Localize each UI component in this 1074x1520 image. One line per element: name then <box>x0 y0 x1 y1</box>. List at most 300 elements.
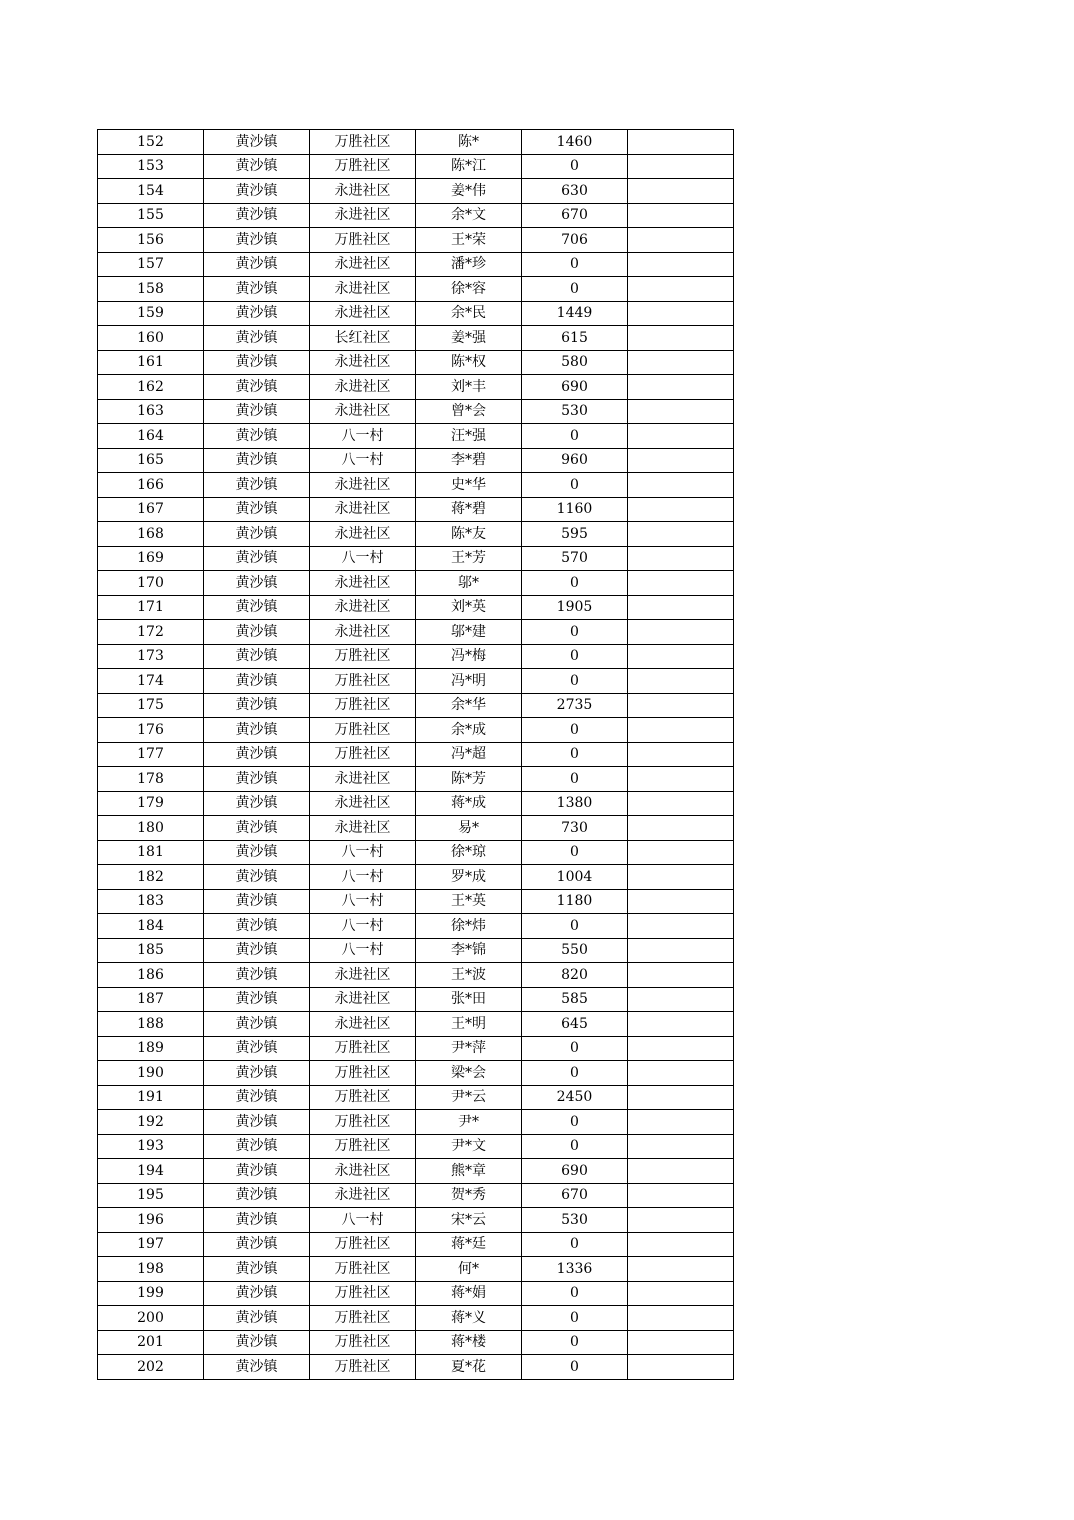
remark-cell <box>628 816 734 841</box>
remark-cell <box>628 154 734 179</box>
remark-cell <box>628 1208 734 1233</box>
town-cell: 黄沙镇 <box>204 1183 310 1208</box>
row-number-cell: 196 <box>98 1208 204 1233</box>
amount-cell: 630 <box>522 179 628 204</box>
row-number-cell: 166 <box>98 473 204 498</box>
name-cell: 王*明 <box>416 1012 522 1037</box>
town-cell: 黄沙镇 <box>204 424 310 449</box>
name-cell: 邬* <box>416 571 522 596</box>
town-cell: 黄沙镇 <box>204 228 310 253</box>
amount-cell: 0 <box>522 1355 628 1380</box>
community-cell: 永进社区 <box>310 179 416 204</box>
table-row <box>98 1208 734 1233</box>
town-cell: 黄沙镇 <box>204 1134 310 1159</box>
table-row <box>98 1134 734 1159</box>
name-cell: 蒋*义 <box>416 1306 522 1331</box>
community-cell: 八一村 <box>310 865 416 890</box>
amount-cell: 0 <box>522 742 628 767</box>
town-cell: 黄沙镇 <box>204 718 310 743</box>
community-cell: 永进社区 <box>310 816 416 841</box>
community-cell: 八一村 <box>310 424 416 449</box>
town-cell: 黄沙镇 <box>204 644 310 669</box>
town-cell: 黄沙镇 <box>204 546 310 571</box>
community-cell: 永进社区 <box>310 203 416 228</box>
row-number-cell: 184 <box>98 914 204 939</box>
name-cell: 王*英 <box>416 889 522 914</box>
community-cell: 万胜社区 <box>310 154 416 179</box>
table-row <box>98 301 734 326</box>
amount-cell: 0 <box>522 473 628 498</box>
table-row <box>98 1306 734 1331</box>
community-cell: 万胜社区 <box>310 1257 416 1282</box>
town-cell: 黄沙镇 <box>204 693 310 718</box>
amount-cell: 820 <box>522 963 628 988</box>
remark-cell <box>628 326 734 351</box>
amount-cell: 0 <box>522 424 628 449</box>
remark-cell <box>628 228 734 253</box>
name-cell: 尹*萍 <box>416 1036 522 1061</box>
table-row <box>98 179 734 204</box>
name-cell: 蒋*成 <box>416 791 522 816</box>
community-cell: 八一村 <box>310 1208 416 1233</box>
town-cell: 黄沙镇 <box>204 571 310 596</box>
table-row <box>98 693 734 718</box>
amount-cell: 645 <box>522 1012 628 1037</box>
remark-cell <box>628 669 734 694</box>
row-number-cell: 178 <box>98 767 204 792</box>
name-cell: 尹* <box>416 1110 522 1135</box>
name-cell: 徐*炜 <box>416 914 522 939</box>
community-cell: 永进社区 <box>310 791 416 816</box>
row-number-cell: 168 <box>98 522 204 547</box>
amount-cell: 570 <box>522 546 628 571</box>
amount-cell: 0 <box>522 840 628 865</box>
town-cell: 黄沙镇 <box>204 1012 310 1037</box>
table-row <box>98 742 734 767</box>
name-cell: 冯*梅 <box>416 644 522 669</box>
community-cell: 八一村 <box>310 448 416 473</box>
table-row <box>98 865 734 890</box>
row-number-cell: 158 <box>98 277 204 302</box>
community-cell: 永进社区 <box>310 571 416 596</box>
row-number-cell: 201 <box>98 1330 204 1355</box>
row-number-cell: 175 <box>98 693 204 718</box>
town-cell: 黄沙镇 <box>204 203 310 228</box>
town-cell: 黄沙镇 <box>204 742 310 767</box>
table-row <box>98 424 734 449</box>
amount-cell: 0 <box>522 1110 628 1135</box>
row-number-cell: 185 <box>98 938 204 963</box>
name-cell: 蒋*娟 <box>416 1281 522 1306</box>
name-cell: 陈*友 <box>416 522 522 547</box>
town-cell: 黄沙镇 <box>204 179 310 204</box>
community-cell: 万胜社区 <box>310 130 416 155</box>
town-cell: 黄沙镇 <box>204 277 310 302</box>
table-row <box>98 473 734 498</box>
community-cell: 永进社区 <box>310 987 416 1012</box>
amount-cell: 0 <box>522 718 628 743</box>
amount-cell: 0 <box>522 252 628 277</box>
community-cell: 万胜社区 <box>310 1085 416 1110</box>
remark-cell <box>628 595 734 620</box>
name-cell: 王*芳 <box>416 546 522 571</box>
row-number-cell: 179 <box>98 791 204 816</box>
table-row <box>98 840 734 865</box>
table-row <box>98 277 734 302</box>
name-cell: 徐*琼 <box>416 840 522 865</box>
name-cell: 蒋*楼 <box>416 1330 522 1355</box>
remark-cell <box>628 277 734 302</box>
table-body <box>98 130 734 1380</box>
remark-cell <box>628 203 734 228</box>
community-cell: 八一村 <box>310 840 416 865</box>
table-row <box>98 252 734 277</box>
community-cell: 永进社区 <box>310 1012 416 1037</box>
table-row <box>98 1061 734 1086</box>
community-cell: 八一村 <box>310 914 416 939</box>
remark-cell <box>628 1281 734 1306</box>
town-cell: 黄沙镇 <box>204 252 310 277</box>
town-cell: 黄沙镇 <box>204 1306 310 1331</box>
amount-cell: 2735 <box>522 693 628 718</box>
name-cell: 罗*成 <box>416 865 522 890</box>
remark-cell <box>628 693 734 718</box>
remark-cell <box>628 497 734 522</box>
table-row <box>98 987 734 1012</box>
community-cell: 万胜社区 <box>310 718 416 743</box>
row-number-cell: 162 <box>98 375 204 400</box>
name-cell: 易* <box>416 816 522 841</box>
name-cell: 刘*丰 <box>416 375 522 400</box>
name-cell: 余*成 <box>416 718 522 743</box>
row-number-cell: 182 <box>98 865 204 890</box>
amount-cell: 615 <box>522 326 628 351</box>
name-cell: 冯*明 <box>416 669 522 694</box>
town-cell: 黄沙镇 <box>204 938 310 963</box>
remark-cell <box>628 350 734 375</box>
amount-cell: 595 <box>522 522 628 547</box>
community-cell: 永进社区 <box>310 350 416 375</box>
table-row <box>98 963 734 988</box>
name-cell: 蒋*廷 <box>416 1232 522 1257</box>
town-cell: 黄沙镇 <box>204 767 310 792</box>
name-cell: 余*民 <box>416 301 522 326</box>
table-row <box>98 620 734 645</box>
row-number-cell: 193 <box>98 1134 204 1159</box>
remark-cell <box>628 448 734 473</box>
row-number-cell: 198 <box>98 1257 204 1282</box>
name-cell: 姜*强 <box>416 326 522 351</box>
community-cell: 万胜社区 <box>310 1330 416 1355</box>
town-cell: 黄沙镇 <box>204 1036 310 1061</box>
town-cell: 黄沙镇 <box>204 1355 310 1380</box>
remark-cell <box>628 865 734 890</box>
community-cell: 永进社区 <box>310 301 416 326</box>
remark-cell <box>628 1355 734 1380</box>
community-cell: 永进社区 <box>310 1159 416 1184</box>
town-cell: 黄沙镇 <box>204 840 310 865</box>
remark-cell <box>628 375 734 400</box>
table-row <box>98 1330 734 1355</box>
amount-cell: 1905 <box>522 595 628 620</box>
name-cell: 王*荣 <box>416 228 522 253</box>
remark-cell <box>628 1306 734 1331</box>
town-cell: 黄沙镇 <box>204 914 310 939</box>
table-row <box>98 669 734 694</box>
community-cell: 永进社区 <box>310 399 416 424</box>
town-cell: 黄沙镇 <box>204 497 310 522</box>
row-number-cell: 157 <box>98 252 204 277</box>
community-cell: 八一村 <box>310 938 416 963</box>
name-cell: 姜*伟 <box>416 179 522 204</box>
remark-cell <box>628 179 734 204</box>
name-cell: 余*文 <box>416 203 522 228</box>
community-cell: 永进社区 <box>310 277 416 302</box>
town-cell: 黄沙镇 <box>204 669 310 694</box>
row-number-cell: 159 <box>98 301 204 326</box>
remark-cell <box>628 399 734 424</box>
name-cell: 李*碧 <box>416 448 522 473</box>
community-cell: 万胜社区 <box>310 693 416 718</box>
name-cell: 陈*权 <box>416 350 522 375</box>
community-cell: 万胜社区 <box>310 1306 416 1331</box>
table-row <box>98 571 734 596</box>
community-cell: 万胜社区 <box>310 669 416 694</box>
amount-cell: 0 <box>522 1232 628 1257</box>
row-number-cell: 190 <box>98 1061 204 1086</box>
remark-cell <box>628 130 734 155</box>
town-cell: 黄沙镇 <box>204 889 310 914</box>
community-cell: 永进社区 <box>310 595 416 620</box>
row-number-cell: 199 <box>98 1281 204 1306</box>
remark-cell <box>628 963 734 988</box>
amount-cell: 1380 <box>522 791 628 816</box>
amount-cell: 1460 <box>522 130 628 155</box>
amount-cell: 730 <box>522 816 628 841</box>
remark-cell <box>628 914 734 939</box>
remark-cell <box>628 522 734 547</box>
town-cell: 黄沙镇 <box>204 448 310 473</box>
name-cell: 蒋*碧 <box>416 497 522 522</box>
name-cell: 张*田 <box>416 987 522 1012</box>
table-row <box>98 1281 734 1306</box>
row-number-cell: 174 <box>98 669 204 694</box>
name-cell: 冯*超 <box>416 742 522 767</box>
name-cell: 刘*英 <box>416 595 522 620</box>
remark-cell <box>628 301 734 326</box>
town-cell: 黄沙镇 <box>204 350 310 375</box>
table-row <box>98 546 734 571</box>
town-cell: 黄沙镇 <box>204 154 310 179</box>
town-cell: 黄沙镇 <box>204 326 310 351</box>
community-cell: 八一村 <box>310 889 416 914</box>
name-cell: 汪*强 <box>416 424 522 449</box>
community-cell: 万胜社区 <box>310 644 416 669</box>
community-cell: 永进社区 <box>310 375 416 400</box>
remark-cell <box>628 987 734 1012</box>
table-row <box>98 326 734 351</box>
community-cell: 永进社区 <box>310 473 416 498</box>
remark-cell <box>628 252 734 277</box>
community-cell: 永进社区 <box>310 963 416 988</box>
table-row <box>98 1110 734 1135</box>
community-cell: 万胜社区 <box>310 742 416 767</box>
remark-cell <box>628 1134 734 1159</box>
name-cell: 夏*花 <box>416 1355 522 1380</box>
town-cell: 黄沙镇 <box>204 1085 310 1110</box>
town-cell: 黄沙镇 <box>204 1257 310 1282</box>
table-row <box>98 1232 734 1257</box>
remark-cell <box>628 1061 734 1086</box>
town-cell: 黄沙镇 <box>204 816 310 841</box>
remark-cell <box>628 1330 734 1355</box>
amount-cell: 0 <box>522 620 628 645</box>
row-number-cell: 180 <box>98 816 204 841</box>
remark-cell <box>628 546 734 571</box>
name-cell: 熊*章 <box>416 1159 522 1184</box>
amount-cell: 0 <box>522 1281 628 1306</box>
remark-cell <box>628 1183 734 1208</box>
town-cell: 黄沙镇 <box>204 375 310 400</box>
row-number-cell: 177 <box>98 742 204 767</box>
town-cell: 黄沙镇 <box>204 399 310 424</box>
row-number-cell: 163 <box>98 399 204 424</box>
amount-cell: 580 <box>522 350 628 375</box>
row-number-cell: 192 <box>98 1110 204 1135</box>
table-row <box>98 816 734 841</box>
amount-cell: 550 <box>522 938 628 963</box>
remark-cell <box>628 840 734 865</box>
amount-cell: 0 <box>522 1036 628 1061</box>
row-number-cell: 156 <box>98 228 204 253</box>
community-cell: 万胜社区 <box>310 1061 416 1086</box>
town-cell: 黄沙镇 <box>204 595 310 620</box>
remark-cell <box>628 424 734 449</box>
name-cell: 邬*建 <box>416 620 522 645</box>
table-row <box>98 375 734 400</box>
row-number-cell: 191 <box>98 1085 204 1110</box>
town-cell: 黄沙镇 <box>204 963 310 988</box>
table-row <box>98 130 734 155</box>
community-cell: 万胜社区 <box>310 1355 416 1380</box>
row-number-cell: 154 <box>98 179 204 204</box>
remark-cell <box>628 1036 734 1061</box>
name-cell: 余*华 <box>416 693 522 718</box>
name-cell: 尹*文 <box>416 1134 522 1159</box>
amount-cell: 585 <box>522 987 628 1012</box>
community-cell: 长红社区 <box>310 326 416 351</box>
amount-cell: 0 <box>522 277 628 302</box>
name-cell: 陈*芳 <box>416 767 522 792</box>
amount-cell: 0 <box>522 914 628 939</box>
remark-cell <box>628 1257 734 1282</box>
amount-cell: 0 <box>522 1306 628 1331</box>
amount-cell: 0 <box>522 1061 628 1086</box>
town-cell: 黄沙镇 <box>204 1330 310 1355</box>
row-number-cell: 187 <box>98 987 204 1012</box>
remark-cell <box>628 1159 734 1184</box>
amount-cell: 0 <box>522 1330 628 1355</box>
table-row <box>98 1183 734 1208</box>
remark-cell <box>628 1232 734 1257</box>
row-number-cell: 197 <box>98 1232 204 1257</box>
town-cell: 黄沙镇 <box>204 1061 310 1086</box>
community-cell: 永进社区 <box>310 767 416 792</box>
community-cell: 八一村 <box>310 546 416 571</box>
town-cell: 黄沙镇 <box>204 1232 310 1257</box>
amount-cell: 706 <box>522 228 628 253</box>
amount-cell: 1160 <box>522 497 628 522</box>
name-cell: 何* <box>416 1257 522 1282</box>
remark-cell <box>628 889 734 914</box>
table-row <box>98 350 734 375</box>
table-row <box>98 448 734 473</box>
name-cell: 尹*云 <box>416 1085 522 1110</box>
remark-cell <box>628 1085 734 1110</box>
name-cell: 史*华 <box>416 473 522 498</box>
remark-cell <box>628 1012 734 1037</box>
name-cell: 陈*江 <box>416 154 522 179</box>
remark-cell <box>628 718 734 743</box>
row-number-cell: 173 <box>98 644 204 669</box>
table-row <box>98 1355 734 1380</box>
row-number-cell: 188 <box>98 1012 204 1037</box>
community-cell: 永进社区 <box>310 1183 416 1208</box>
row-number-cell: 172 <box>98 620 204 645</box>
row-number-cell: 183 <box>98 889 204 914</box>
remark-cell <box>628 620 734 645</box>
remark-cell <box>628 791 734 816</box>
row-number-cell: 195 <box>98 1183 204 1208</box>
amount-cell: 0 <box>522 154 628 179</box>
table-row <box>98 791 734 816</box>
row-number-cell: 202 <box>98 1355 204 1380</box>
table-row <box>98 228 734 253</box>
remark-cell <box>628 644 734 669</box>
table-row <box>98 889 734 914</box>
remark-cell <box>628 938 734 963</box>
amount-cell: 960 <box>522 448 628 473</box>
row-number-cell: 164 <box>98 424 204 449</box>
amount-cell: 530 <box>522 399 628 424</box>
table-row <box>98 399 734 424</box>
row-number-cell: 160 <box>98 326 204 351</box>
town-cell: 黄沙镇 <box>204 791 310 816</box>
community-cell: 永进社区 <box>310 620 416 645</box>
community-cell: 万胜社区 <box>310 228 416 253</box>
row-number-cell: 194 <box>98 1159 204 1184</box>
remark-cell <box>628 571 734 596</box>
remark-cell <box>628 742 734 767</box>
table-row <box>98 767 734 792</box>
amount-cell: 0 <box>522 571 628 596</box>
table-row <box>98 914 734 939</box>
table-row <box>98 154 734 179</box>
row-number-cell: 186 <box>98 963 204 988</box>
row-number-cell: 153 <box>98 154 204 179</box>
name-cell: 李*锦 <box>416 938 522 963</box>
amount-cell: 1449 <box>522 301 628 326</box>
community-cell: 万胜社区 <box>310 1110 416 1135</box>
remark-cell <box>628 473 734 498</box>
remark-cell <box>628 767 734 792</box>
table-row <box>98 1012 734 1037</box>
name-cell: 贺*秀 <box>416 1183 522 1208</box>
name-cell: 陈* <box>416 130 522 155</box>
town-cell: 黄沙镇 <box>204 301 310 326</box>
name-cell: 曾*会 <box>416 399 522 424</box>
amount-cell: 1180 <box>522 889 628 914</box>
